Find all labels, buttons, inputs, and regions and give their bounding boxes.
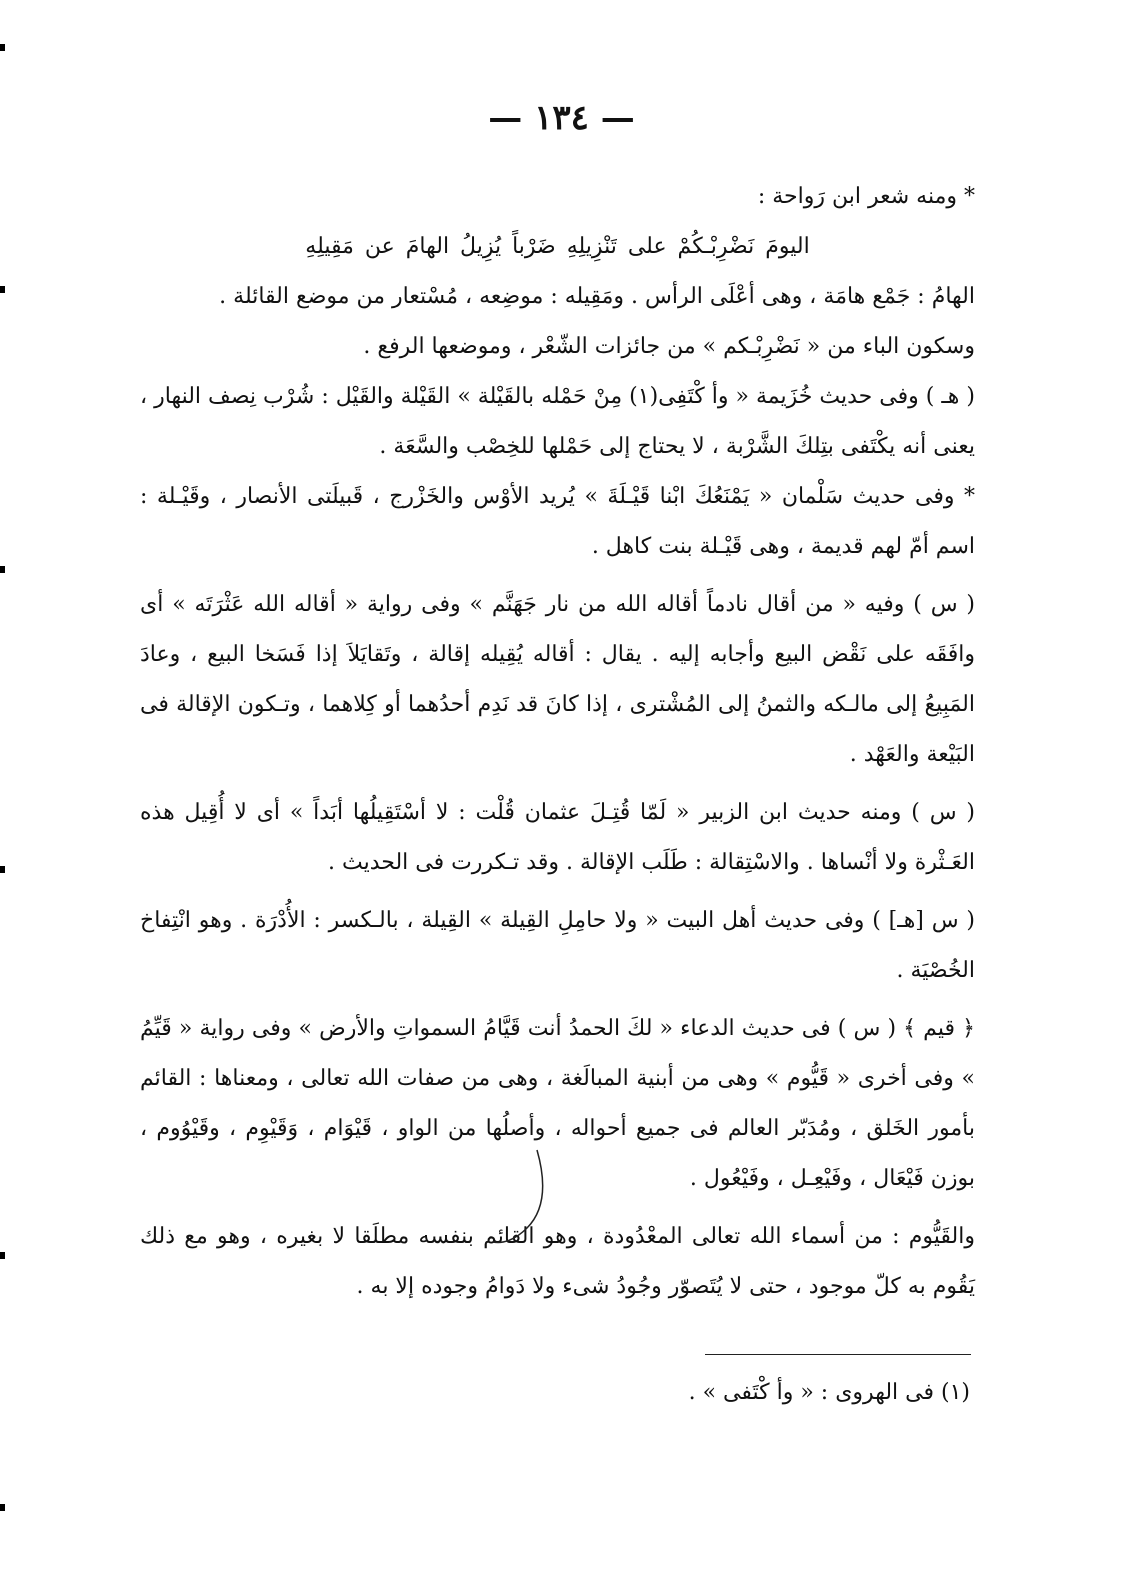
scan-edge-mark <box>0 286 5 293</box>
verse-line: اليومَ نَضْرِبْـكُمْ على تَنْزِيلِهِ ضَرْباً يُزِيلُ الهامَ عن مَقِيلِهِ <box>305 234 810 259</box>
footnote: (١) فى الهروى : « وأ كْتَفى » . <box>688 1380 970 1405</box>
paragraph: * وفى حديث سَلْمان « يَمْنَعُكَ ابْنا قَيْـلَةَ » يُريد الأوْس والخَزْرج ، قَبيلَتى الأنصار ، وقَيْـلة : اسم أمّ لهم قديمة ، وهى قَيْـلة بنت كاهل . <box>140 484 975 559</box>
paragraph: وسكون الباء من « نَضْرِبْـكم » من جائزات الشّعْر ، وموضعها الرفع . <box>363 334 975 359</box>
page-body <box>140 172 975 1312</box>
scan-edge-mark <box>0 44 5 51</box>
entry-heading-paragraph: ﴿ قيم ﴾ ( س ) فى حديث الدعاء « لكَ الحمدُ أنت قَيَّامُ السمواتِ والأرض » وفى رواية « قَيِّمُ » وفى أخرى « قَيُّوم » وهى من أبنية المبالَغة ، وهى من صفات الله تعالى ، ومعناها : القائم بأمور الخَلق ، ومُدَبّر العالم فى جميع أحواله ، وأصلُها من الواو ، قَيْوَام ، وَقَيْوِم ، وقَيْوُوم ، بوزن فَيْعَال ، وفَيْعِـل ، وفَيْعُول . <box>140 1016 975 1191</box>
paragraph: ( س ) ومنه حديث ابن الزبير « لَمّا قُتِـلَ عثمان قُلْت : لا أسْتَقِيلُها أبَداً » أى لا أُقِيل هذه العَـثْرة ولا أنْساها . والاسْتِقالة : طَلَب الإقالة . وقد تـكررت فى الحديث . <box>140 800 975 875</box>
paragraph: الهامُ : جَمْع هامَة ، وهى أعْلَى الرأس . ومَقِيله : موضِعه ، مُسْتعار من موضع القائلة . <box>219 284 975 309</box>
paragraph: ( س ) وفيه « من أقال نادماً أقاله الله من نار جَهَنَّم » وفى رواية « أقاله الله عَثْرَتَه » أى وافَقَه على نَقْض البيع وأجابه إليه . يقال : أقاله يُقِيله إقالة ، وتَقايَلاَ إذا فَسَخا البيع ، وعادَ المَبِيعُ إلى مالـكه والثمنُ إلى المُشْترى ، إذا كانَ قد نَدِم أحدُهما أو كِلاهما ، وتـكون الإقالة فى البَيْعة والعَهْد . <box>140 592 975 767</box>
scan-edge-mark <box>0 1252 5 1259</box>
paragraph: والقَيُّوم : من أسماء الله تعالى المعْدُودة ، وهو القائم بنفسه مطلَقا لا بغيره ، وهو مع ذلك يَقُوم به كلّ موجود ، حتى لا يُتَصوّر وجُودُ شىء ولا دَوامُ وجوده إلا به . <box>140 1224 975 1299</box>
handwritten-bracket-mark <box>475 1148 555 1248</box>
paragraph: ( س [هـ] ) وفى حديث أهل البيت « ولا حامِلِ القِيلة » القِيلة ، بالـكسر : الأُدْرَة . وهو انْتِفاخ الخُصْيَة . <box>140 908 975 983</box>
paragraph: ( هـ ) وفى حديث خُزَيمة « وأ كْتَفِى(١) مِنْ حَمْله بالقَيْلة » القَيْلة والقَيْل : شُرْب نِصف النهار ، يعنى أنه يكْتَفى بتِلكَ الشَّرْبة ، لا يحتاج إلى حَمْلها للخِصْب والسَّعَة . <box>140 384 975 459</box>
footnote-divider <box>705 1354 971 1355</box>
page-number: — ١٣٤ — <box>488 98 635 138</box>
paragraph: * ومنه شعر ابن رَواحة : <box>757 184 975 209</box>
scan-edge-mark <box>0 1504 5 1511</box>
scan-edge-mark <box>0 866 5 873</box>
scan-edge-mark <box>0 566 5 573</box>
